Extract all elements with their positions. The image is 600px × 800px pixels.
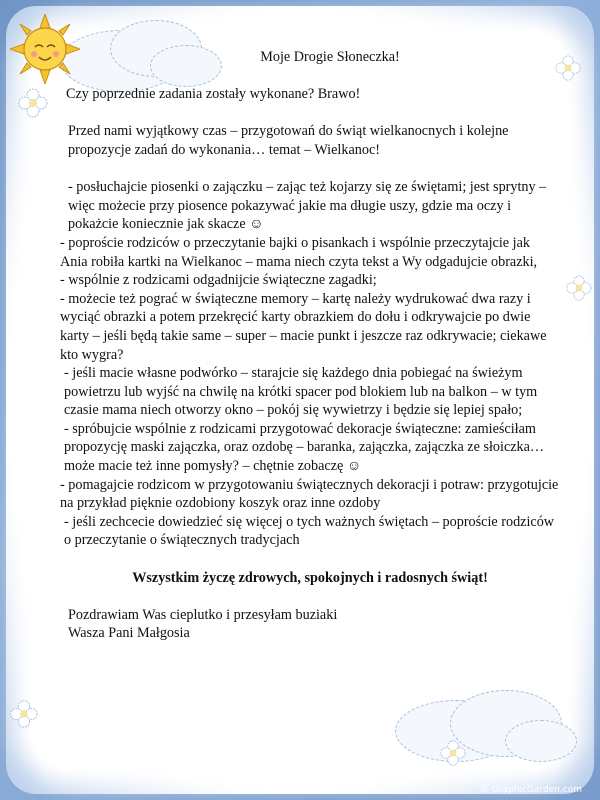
list-item: - wspólnie z rodzicami odgadnijcie świąteczne zagadki; <box>60 272 377 289</box>
list-item: - poproście rodziców o przeczytanie bajki o pisankach i wspólnie przeczytajcie jak Ania robiła kartki na Wielkanoc – mama niech czyta tekst a Wy odgadujcie obrazki, <box>60 234 538 270</box>
list-item: - pomagajcie rodzicom w przygotowaniu świątecznych dekoracji i potraw: przygotujcie na przykład pięknie ozdobiony koszyk oraz inne ozdoby <box>60 476 559 512</box>
cloud-decoration <box>505 720 577 762</box>
letter-intro: Czy poprzednie zadania zostały wykonane? Brawo! <box>66 86 361 103</box>
list-item: - możecie też pograć w świąteczne memory – kartę należy wydrukować dwa razy i wyciąć obrazki a potem przekręcić karty obrazkiem do dołu i odkrywajcie po dwie karty – jeśli będą takie same – super – macie punkt i jeszcze raz odkrywacie; ciekawe kto wygra? <box>60 290 547 363</box>
letter-greeting: Moje Drogie Słoneczka! <box>260 49 400 65</box>
flower-icon <box>10 700 38 728</box>
list-item: - posłuchajcie piosenki o zajączku – zając też kojarzy się ze świętami; jest sprytny – więc możecie przy piosence pokazywać jakie ma długie uszy, gdzie ma oczy i pokażcie koniecznie jak skacze ☺ <box>68 179 547 233</box>
flower-icon <box>566 275 592 301</box>
letter-signoff: Pozdrawiam Was cieplutko i przesyłam buziaki <box>68 606 338 623</box>
watermark: © GraphicGarden.com <box>480 785 582 795</box>
letter-wishes: Wszystkim życzę zdrowych, spokojnych i radosnych świąt! <box>132 569 488 586</box>
letter-body <box>60 48 560 643</box>
list-item: - jeśli macie własne podwórko – starajcie się każdego dnia pobiegać na świeżym powietrzu lub wyjść na chwilę na krótki spacer pod blokiem lub na balkon – w tym czasie mama niech otworzy okno – pokój się wywietrzy i będzie się lepiej spało; <box>64 365 538 419</box>
list-item: - jeśli zechcecie dowiedzieć się więcej o tych ważnych świętach – poproście rodziców o przeczytanie o świątecznych tradycjach <box>64 513 555 549</box>
list-item: - spróbujcie wspólnie z rodzicami przygotować dekoracje świąteczne: zamieściłam propozycję maski zajączka, oraz ozdobę – baranka, zajączka, zajączka ze słoiczka… może macie też inne pomysły? – chętnie zobaczę ☺ <box>64 420 545 475</box>
flower-icon <box>18 88 48 118</box>
letter-lead: Przed nami wyjątkowy czas – przygotowań do świąt wielkanocnych i kolejne propozycje zadań do wykonania… temat – Wielkanoc! <box>68 123 509 158</box>
flower-icon <box>440 740 466 766</box>
letter-signature: Wasza Pani Małgosia <box>68 625 190 642</box>
